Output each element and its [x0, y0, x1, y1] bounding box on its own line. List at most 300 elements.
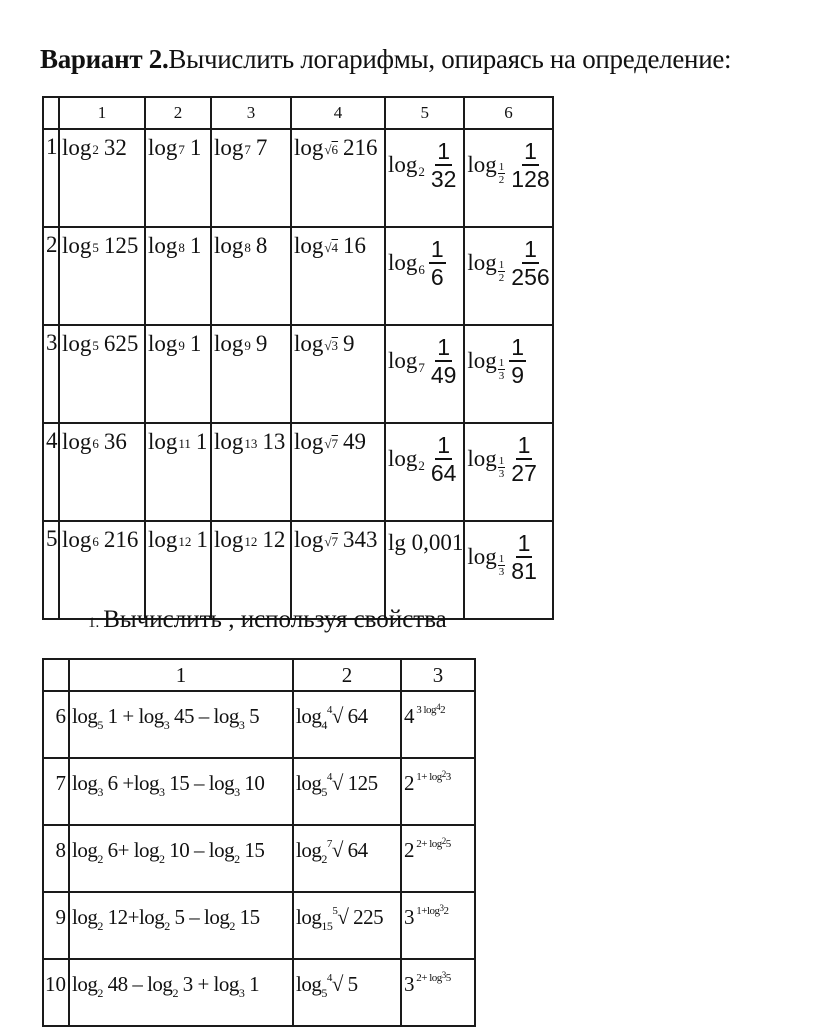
log-symbol: log — [72, 771, 98, 795]
table1-cell — [145, 227, 211, 325]
sum-expression-cell — [69, 959, 293, 1026]
table1-cell — [291, 227, 385, 325]
exponent — [414, 905, 449, 917]
log-symbol: log — [62, 527, 92, 552]
log-base: 6 — [92, 534, 99, 549]
log-symbol: log — [214, 233, 244, 258]
table1-cell — [385, 227, 464, 325]
log-expression — [292, 228, 384, 259]
log-symbol: log — [148, 233, 178, 258]
log-base: 5 — [97, 718, 103, 732]
exponent-log-base: 4 — [436, 702, 441, 712]
log-expression — [146, 326, 210, 357]
root-index: 4 — [326, 972, 332, 984]
log-base: 8 — [178, 240, 185, 255]
log-base: 2 — [97, 986, 103, 1000]
log-argument: 15 — [239, 838, 265, 862]
log-argument: 9 — [343, 331, 355, 356]
fraction-base — [498, 259, 506, 284]
table1-header-cell: 1 — [59, 97, 145, 129]
log-argument: 8 — [255, 233, 268, 258]
denominator: 6 — [430, 264, 444, 290]
log-symbol: log — [296, 972, 322, 996]
table1-cell — [464, 521, 552, 619]
sqrt-icon: √ — [324, 436, 332, 451]
fraction-argument — [429, 334, 459, 388]
denominator: 256 — [511, 264, 550, 290]
table2-header-row — [43, 659, 475, 691]
table1-cell — [211, 521, 291, 619]
sqrt-radicand: 7 — [331, 436, 339, 451]
log-symbol: log — [294, 135, 324, 160]
log-argument: 7 — [255, 135, 268, 160]
root-log-cell — [293, 892, 401, 959]
power-base: 2 — [404, 771, 414, 795]
log-expression — [465, 326, 551, 388]
log-base: 3 — [238, 986, 245, 1000]
sum-expression — [70, 960, 292, 1000]
log-base: 11 — [178, 436, 191, 451]
log-symbol: log — [214, 135, 244, 160]
log-expression — [386, 228, 463, 290]
log-expression — [465, 130, 551, 192]
power-cell — [401, 691, 475, 758]
log-symbol: log — [467, 152, 497, 177]
log-symbol: log — [133, 771, 160, 795]
section-text: Вычислить , используя свойства — [103, 606, 447, 633]
log-argument: 343 — [343, 527, 378, 552]
power-expression — [402, 826, 474, 863]
row-number: 8 — [43, 825, 69, 892]
table1-header-cell — [43, 97, 59, 129]
log-symbol: log — [148, 331, 178, 356]
log-symbol: log — [388, 152, 418, 177]
log-argument: 5 — [244, 704, 260, 728]
sqrt-base — [324, 142, 338, 158]
table2-row — [43, 691, 475, 758]
root-log-expression — [294, 759, 400, 799]
log-symbol: log — [62, 135, 92, 160]
log-symbol: log — [294, 233, 324, 258]
exponent — [414, 972, 451, 984]
log-base: 2 — [172, 986, 178, 1000]
base-numerator: 1 — [498, 258, 505, 271]
log-argument: 32 — [103, 135, 127, 160]
log-expression — [60, 228, 144, 259]
row-number: 4 — [43, 423, 59, 521]
log-symbol: log — [138, 905, 165, 929]
base-denominator: 2 — [498, 271, 505, 284]
root-log-cell — [293, 691, 401, 758]
fraction-argument — [509, 530, 539, 584]
exponent-text: 2+ log — [416, 972, 442, 984]
table1-header-cell: 2 — [145, 97, 211, 129]
exponent — [414, 838, 451, 850]
log-symbol: log — [294, 331, 324, 356]
exponent-log-argument: 5 — [445, 838, 451, 850]
log-argument: 36 — [103, 429, 127, 454]
numerator: 1 — [511, 334, 525, 360]
root-log-expression — [294, 960, 400, 1000]
log-symbol: log — [148, 527, 178, 552]
table1-cell — [211, 227, 291, 325]
log-expression — [146, 228, 210, 259]
table2-header-cell: 2 — [293, 659, 401, 691]
log-symbol: log — [72, 972, 98, 996]
exponent-log-base: 2 — [441, 769, 446, 779]
sum-expression — [70, 759, 292, 799]
sqrt-icon: √ — [324, 240, 332, 255]
radicand: 225 — [353, 905, 384, 929]
table1-cell — [59, 423, 145, 521]
section-number: 1. — [88, 615, 100, 631]
sum-expression-cell — [69, 825, 293, 892]
sqrt-icon: √ — [331, 972, 343, 996]
sqrt-base — [324, 436, 338, 452]
table1-cell — [385, 423, 464, 521]
exponent-log-base: 2 — [441, 836, 446, 846]
root-index: 4 — [326, 704, 332, 716]
sqrt-icon: √ — [324, 534, 332, 549]
exponent-log-argument: 3 — [445, 771, 451, 783]
log-base: 5 — [321, 785, 327, 799]
table1-cell — [464, 129, 552, 227]
log-symbol: log — [296, 905, 322, 929]
numerator: 1 — [517, 432, 531, 458]
log-expression — [386, 130, 463, 192]
table1-cell — [385, 325, 464, 423]
sqrt-icon: √ — [331, 771, 343, 795]
sum-expression-cell — [69, 892, 293, 959]
fraction-argument — [429, 236, 446, 290]
log-argument: 16 — [343, 233, 367, 258]
fraction-argument — [509, 432, 539, 486]
table1-cell — [211, 129, 291, 227]
log-expression — [212, 424, 290, 455]
table1-cell — [291, 423, 385, 521]
log-symbol: log — [296, 704, 322, 728]
sqrt-icon: √ — [331, 704, 343, 728]
page-title — [40, 44, 731, 75]
log-expression — [146, 130, 210, 161]
row-number: 3 — [43, 325, 59, 423]
log-symbol: log — [133, 838, 160, 862]
log-base: 5 — [321, 986, 327, 1000]
log-expression — [386, 522, 463, 556]
exponent — [414, 704, 445, 716]
log-symbol: log — [62, 331, 92, 356]
table1-cell — [464, 227, 552, 325]
sum-expression — [70, 692, 292, 732]
log-expression — [212, 228, 290, 259]
log-base: 5 — [92, 240, 99, 255]
log-symbol: log — [204, 905, 230, 929]
exponent-text: 3 log — [416, 704, 437, 716]
log-argument: 1 — [189, 331, 202, 356]
table1-cell — [145, 423, 211, 521]
log-symbol: log — [213, 704, 239, 728]
fraction-argument — [509, 236, 551, 290]
denominator: 32 — [430, 166, 457, 192]
log-base: 6 — [92, 436, 99, 451]
exponent-text: 1+log — [416, 905, 440, 917]
log-symbol: log — [467, 348, 497, 373]
log-symbol: log — [388, 446, 418, 471]
log-symbol: log — [467, 544, 497, 569]
sqrt-radicand: 7 — [331, 534, 339, 549]
log-base: 3 — [234, 785, 240, 799]
log-base: 13 — [244, 436, 258, 451]
lg-expression: lg 0,001 — [388, 530, 464, 555]
sqrt-base — [324, 240, 338, 256]
exponent — [414, 771, 451, 783]
row-number: 2 — [43, 227, 59, 325]
table2-header-cell — [43, 659, 69, 691]
denominator: 81 — [511, 558, 537, 584]
power-expression — [402, 759, 474, 796]
exponent-log-base: 3 — [439, 903, 444, 913]
row-number: 10 — [43, 959, 69, 1026]
log-expression — [212, 130, 290, 161]
table1-cell — [145, 325, 211, 423]
table1-cell — [59, 325, 145, 423]
log-symbol: log — [62, 429, 92, 454]
log-expression — [292, 424, 384, 455]
radicand: 5 — [347, 972, 358, 996]
log-base: 2 — [92, 142, 99, 157]
table1-cell — [59, 129, 145, 227]
exponent-log-base: 3 — [441, 970, 446, 980]
variant-label: Вариант 2. — [40, 44, 169, 74]
power-cell — [401, 825, 475, 892]
base-denominator: 3 — [498, 565, 505, 578]
log-base: 2 — [229, 919, 235, 933]
log-expression — [465, 228, 551, 290]
base-numerator: 1 — [498, 160, 505, 173]
exponent-log-argument: 5 — [445, 972, 451, 984]
row-number: 7 — [43, 758, 69, 825]
log-symbol: log — [72, 838, 98, 862]
log-base: 8 — [244, 240, 251, 255]
log-argument: 625 — [103, 331, 139, 356]
fraction-argument — [509, 334, 526, 388]
power-base: 3 — [404, 972, 414, 996]
table1-cell — [385, 521, 464, 619]
log-argument: 1 — [189, 233, 202, 258]
table2-row — [43, 892, 475, 959]
logarithm-properties-table — [42, 658, 476, 1027]
numerator: 1 — [524, 236, 537, 262]
log-argument: 3 + — [177, 972, 214, 996]
log-base: 3 — [163, 718, 170, 732]
log-base: 3 — [97, 785, 103, 799]
power-expression — [402, 692, 474, 729]
log-base: 3 — [159, 785, 165, 799]
base-denominator: 3 — [498, 467, 505, 480]
log-expression — [146, 424, 210, 455]
sqrt-icon: √ — [337, 905, 349, 929]
log-argument: 49 — [343, 429, 367, 454]
logarithm-definition-table — [42, 96, 554, 620]
base-denominator: 3 — [498, 369, 505, 382]
denominator: 128 — [511, 166, 550, 192]
log-expression — [60, 522, 144, 553]
log-symbol: log — [214, 331, 244, 356]
denominator: 9 — [511, 362, 525, 388]
numerator: 1 — [517, 530, 531, 556]
log-argument: 15 — [234, 905, 260, 929]
log-expression — [292, 130, 384, 161]
fraction-argument — [429, 138, 459, 192]
table1-cell — [145, 129, 211, 227]
table2-header-cell: 1 — [69, 659, 293, 691]
log-argument: 125 — [103, 233, 139, 258]
log-argument: 10 — [239, 771, 265, 795]
log-expression — [60, 326, 144, 357]
log-symbol: log — [147, 972, 173, 996]
table1-cell — [211, 325, 291, 423]
log-symbol: log — [214, 429, 244, 454]
log-argument: 12+ — [102, 905, 139, 929]
log-base: 2 — [321, 852, 327, 866]
log-argument: 6 + — [102, 771, 134, 795]
table1-cell — [59, 521, 145, 619]
numerator: 1 — [524, 138, 537, 164]
log-base: 7 — [418, 360, 425, 375]
numerator: 1 — [437, 432, 451, 458]
table2-header-cell: 3 — [401, 659, 475, 691]
sqrt-radicand: 3 — [331, 338, 339, 353]
table1-header-cell: 4 — [291, 97, 385, 129]
sqrt-icon: √ — [324, 338, 332, 353]
log-expression — [465, 424, 551, 486]
log-expression — [60, 130, 144, 161]
log-argument: 12 — [262, 527, 286, 552]
row-number: 9 — [43, 892, 69, 959]
denominator: 27 — [511, 460, 537, 486]
sqrt-icon: √ — [331, 838, 343, 862]
root-log-cell — [293, 825, 401, 892]
log-expression — [212, 522, 290, 553]
table1-cell — [291, 521, 385, 619]
root-index: 4 — [326, 771, 332, 783]
fraction-base — [498, 357, 506, 382]
log-argument: 1 + — [102, 704, 139, 728]
fraction-argument — [509, 138, 551, 192]
sum-expression — [70, 893, 292, 933]
log-expression — [465, 522, 551, 584]
log-base: 3 — [238, 718, 245, 732]
log-base: 7 — [178, 142, 185, 157]
table1-header-cell: 3 — [211, 97, 291, 129]
log-symbol: log — [467, 446, 497, 471]
log-base: 9 — [178, 338, 185, 353]
root-index: 7 — [326, 838, 332, 850]
sqrt-base — [324, 534, 338, 550]
base-numerator: 1 — [498, 454, 505, 467]
log-symbol: log — [208, 771, 235, 795]
log-argument: 1 — [196, 527, 208, 552]
root-log-expression — [294, 692, 400, 732]
log-base: 2 — [97, 852, 103, 866]
numerator: 1 — [437, 138, 451, 164]
log-base: 9 — [244, 338, 251, 353]
log-base: 6 — [418, 262, 425, 277]
log-symbol: log — [72, 704, 98, 728]
denominator: 64 — [430, 460, 457, 486]
power-base: 2 — [404, 838, 414, 862]
table1-header-cell: 5 — [385, 97, 464, 129]
log-expression — [386, 326, 463, 388]
log-symbol: log — [388, 348, 418, 373]
table2-row — [43, 825, 475, 892]
table1-row — [43, 227, 553, 325]
power-expression — [402, 960, 474, 997]
log-symbol: log — [213, 972, 239, 996]
root-log-expression — [294, 826, 400, 866]
log-base: 2 — [159, 852, 165, 866]
power-cell — [401, 758, 475, 825]
log-expression — [386, 424, 463, 486]
base-denominator: 2 — [498, 173, 505, 186]
radicand: 125 — [347, 771, 378, 795]
sum-expression-cell — [69, 691, 293, 758]
table1-cell — [211, 423, 291, 521]
log-symbol: log — [148, 135, 178, 160]
log-symbol: log — [294, 429, 324, 454]
log-base: 7 — [244, 142, 251, 157]
log-symbol: log — [214, 527, 244, 552]
log-base: 5 — [92, 338, 99, 353]
log-base: 4 — [321, 718, 327, 732]
log-base: 12 — [178, 534, 192, 549]
root-log-cell — [293, 959, 401, 1026]
fraction-base — [498, 161, 506, 186]
log-expression — [212, 326, 290, 357]
log-symbol: log — [72, 905, 98, 929]
table1-row — [43, 325, 553, 423]
log-argument: 1 — [244, 972, 260, 996]
log-symbol: log — [148, 429, 178, 454]
log-expression — [60, 424, 144, 455]
power-base: 3 — [404, 905, 414, 929]
log-base: 2 — [418, 458, 425, 473]
radicand: 64 — [347, 838, 368, 862]
table1-cell — [291, 325, 385, 423]
root-log-cell — [293, 758, 401, 825]
log-argument: 9 — [255, 331, 268, 356]
log-expression — [292, 522, 384, 553]
numerator: 1 — [437, 334, 451, 360]
sum-expression-cell — [69, 758, 293, 825]
sqrt-icon: √ — [324, 142, 332, 157]
table1-row — [43, 423, 553, 521]
power-base: 4 — [404, 704, 414, 728]
log-symbol: log — [138, 704, 164, 728]
fraction-base — [498, 455, 506, 480]
log-argument: 48 – — [102, 972, 148, 996]
denominator: 49 — [430, 362, 457, 388]
log-base: 12 — [244, 534, 258, 549]
table1-row — [43, 129, 553, 227]
power-cell — [401, 959, 475, 1026]
log-base: 2 — [97, 919, 103, 933]
table1-cell — [464, 325, 552, 423]
log-argument: 1 — [195, 429, 208, 454]
base-numerator: 1 — [498, 552, 505, 565]
log-symbol: log — [296, 838, 322, 862]
log-argument: 216 — [343, 135, 378, 160]
